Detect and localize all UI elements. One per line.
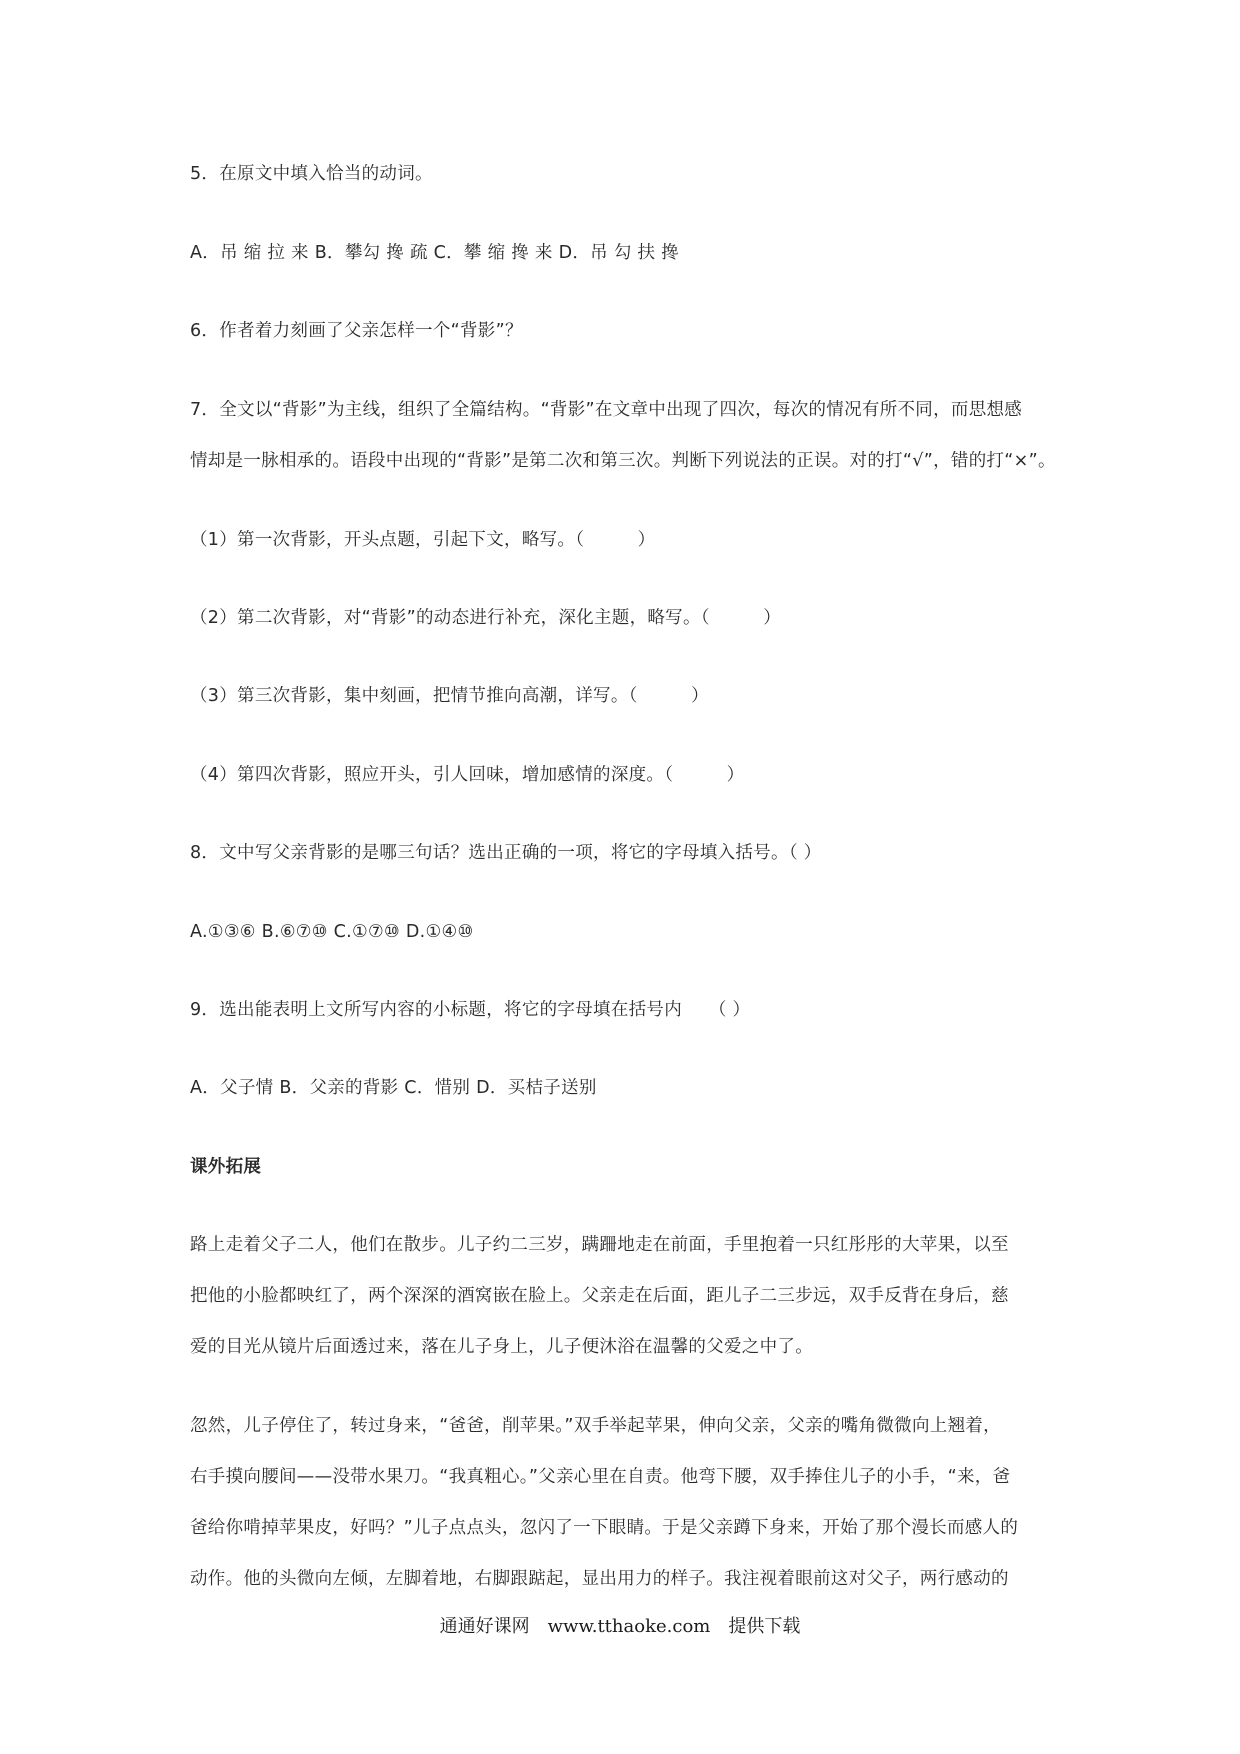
question-9-options: A．父子情 B．父亲的背影 C．惜别 D．买桔子送别 <box>190 1078 597 1098</box>
question-5-prompt: 5．在原文中填入恰当的动词。 <box>190 164 433 184</box>
question-9-prompt: 9．选出能表明上文所写内容的小标题，将它的字母填在括号内 （ ） <box>190 1000 751 1020</box>
question-7-item-2: （2）第二次背影，对“背影”的动态进行补充，深化主题，略写。（ ） <box>190 608 782 628</box>
footer-download-note: 通通好课网 www.tthaoke.com 提供下载 <box>439 1616 801 1637</box>
question-8-prompt: 8．文中写父亲背影的是哪三句话？选出正确的一项，将它的字母填入括号。（ ） <box>190 843 822 863</box>
paragraph-2-line-2: 右手摸向腰间——没带水果刀。“我真粗心。”父亲心里在自责。他弯下腰，双手捧住儿子的小手，“来，爸 <box>190 1467 1011 1487</box>
paragraph-1-line-1: 路上走着父子二人，他们在散步。儿子约二三岁，蹒跚地走在前面，手里抱着一只红彤彤的大苹果，以至 <box>190 1235 1009 1255</box>
question-7-item-3: （3）第三次背影，集中刻画，把情节推向高潮，详写。（ ） <box>190 686 709 706</box>
paragraph-2-line-3: 爸给你啃掉苹果皮，好吗？”儿子点点头，忽闪了一下眼睛。于是父亲蹲下身来，开始了那个漫长而感人的 <box>190 1518 1019 1538</box>
paragraph-2-line-4: 动作。他的头微向左倾，左脚着地，右脚跟踮起，显出用力的样子。我注视着眼前这对父子，两行感动的 <box>190 1569 1009 1589</box>
section-heading: 课外拓展 <box>190 1157 262 1177</box>
question-8-options: A.①③⑥ B.⑥⑦⑩ C.①⑦⑩ D.①④⑩ <box>190 922 474 942</box>
question-7-item-1: （1）第一次背影，开头点题，引起下文，略写。（ ） <box>190 530 656 550</box>
question-5-options: A．吊 缩 拉 来 B．攀勾 搀 疏 C．攀 缩 搀 来 D．吊 勾 扶 搀 <box>190 243 679 263</box>
question-7-prompt-line-1: 7．全文以“背影”为主线，组织了全篇结构。“背影”在文章中出现了四次，每次的情况有所不同，而思想感 <box>190 400 1023 420</box>
paragraph-1-line-2: 把他的小脸都映红了，两个深深的酒窝嵌在脸上。父亲走在后面，距儿子二三步远，双手反背在身后，慈 <box>190 1286 1009 1306</box>
question-6-prompt: 6．作者着力刻画了父亲怎样一个“背影”？ <box>190 321 523 341</box>
question-7-item-4: （4）第四次背影，照应开头，引人回味，增加感情的深度。（ ） <box>190 765 745 785</box>
question-7-prompt-line-2: 情却是一脉相承的。语段中出现的“背影”是第二次和第三次。判断下列说法的正误。对的打“√”，错的打“×”。 <box>190 451 1056 471</box>
paragraph-1-line-3: 爱的目光从镜片后面透过来，落在儿子身上，儿子便沐浴在温馨的父爱之中了。 <box>190 1337 813 1357</box>
paragraph-2-line-1: 忽然，儿子停住了，转过身来，“爸爸，削苹果。”双手举起苹果，伸向父亲，父亲的嘴角微微向上翘着， <box>190 1416 1001 1436</box>
